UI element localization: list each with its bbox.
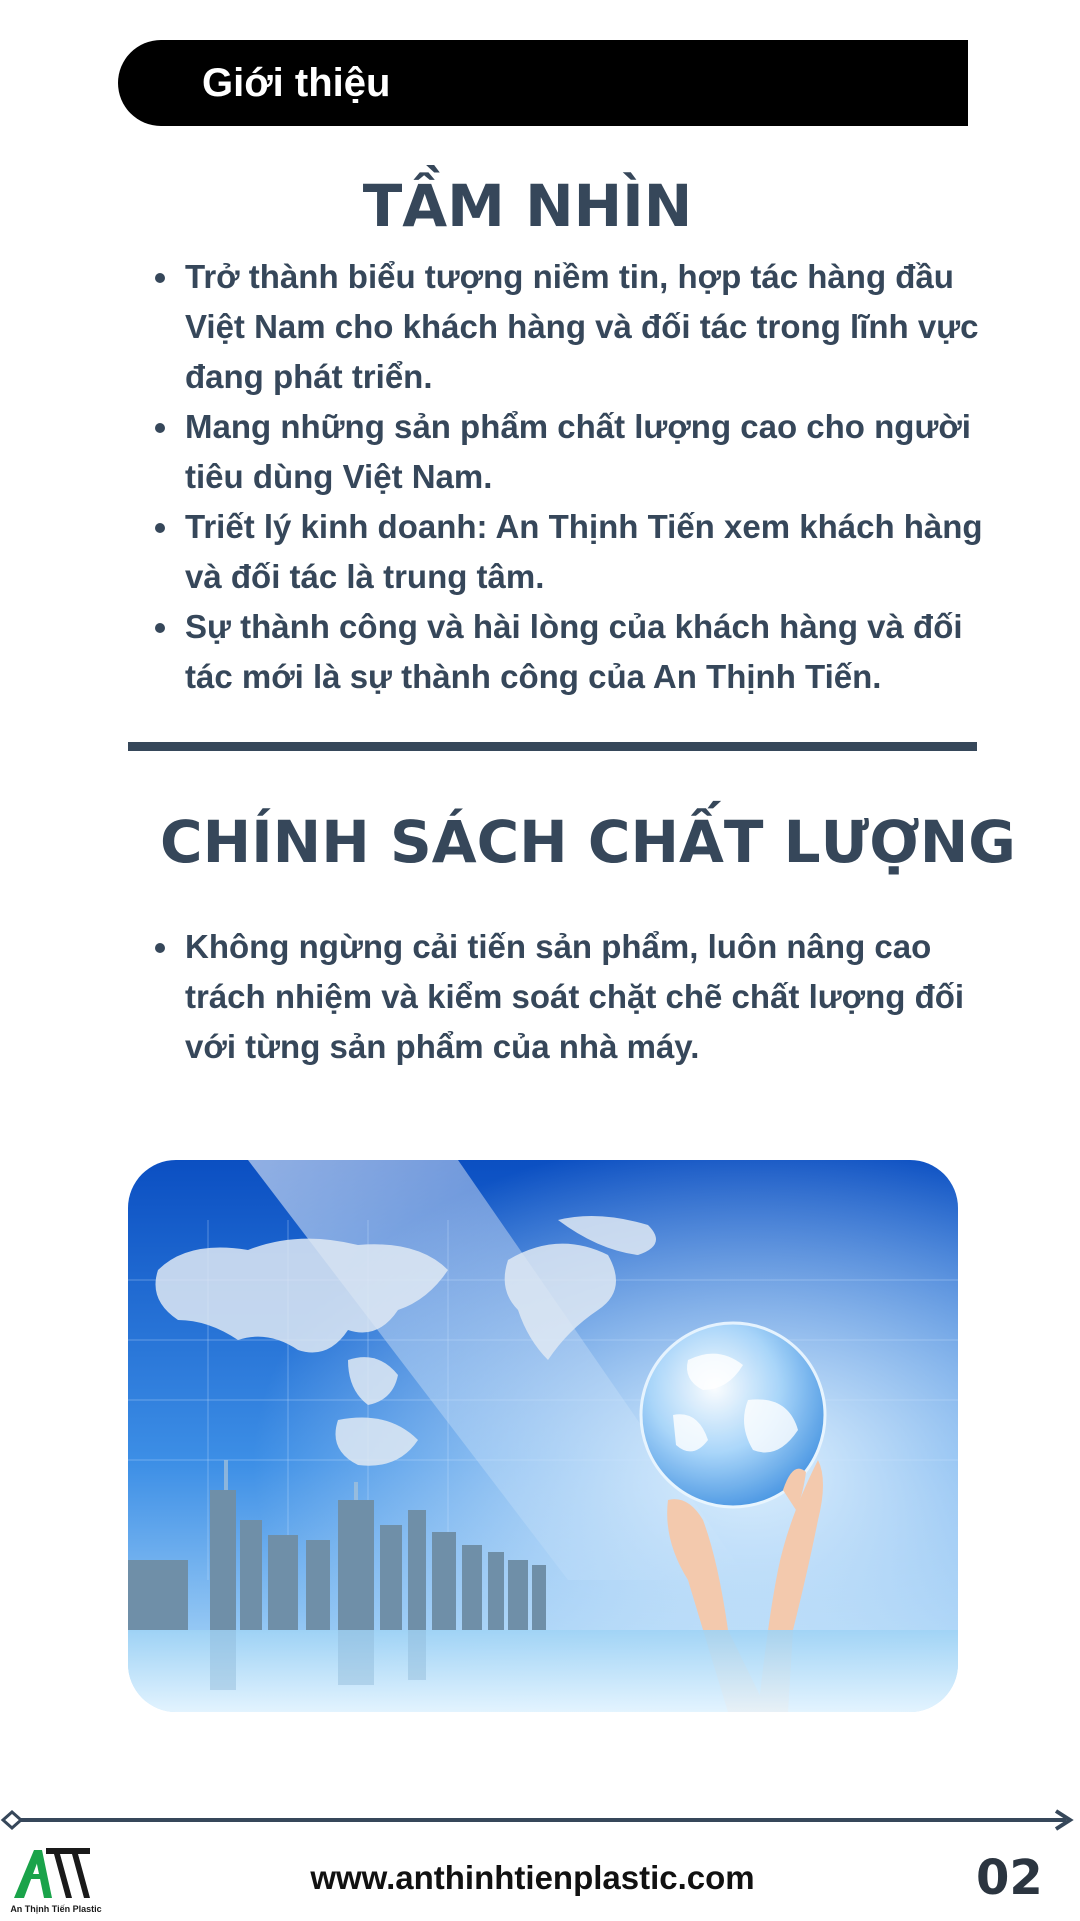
quality-list bbox=[185, 922, 985, 1072]
list-item-text: Không ngừng cải tiến sản phẩm, luôn nâng cao trách nhiệm và kiểm soát chặt chẽ chất lượng đối với từng sản phẩm của nhà máy. bbox=[185, 928, 965, 1065]
website-url: www.anthinhtienplastic.com bbox=[310, 1859, 755, 1896]
page-number: 02 bbox=[976, 1850, 1043, 1906]
diamond-icon bbox=[3, 1812, 21, 1828]
list-item bbox=[185, 502, 985, 602]
bullet-icon bbox=[155, 623, 165, 633]
list-item bbox=[185, 252, 985, 402]
bullet-icon bbox=[155, 273, 165, 283]
list-item bbox=[185, 922, 985, 1072]
list-item-text: Sự thành công và hài lòng của khách hàng và đối tác mới là sự thành công của An Thịnh Tiến. bbox=[185, 608, 963, 695]
bullet-icon bbox=[155, 523, 165, 533]
header-label: Giới thiệu bbox=[202, 61, 391, 105]
bullet-icon bbox=[155, 943, 165, 953]
header-tab bbox=[118, 40, 968, 126]
world-map-globe-hands-image bbox=[128, 1160, 958, 1712]
section-divider bbox=[128, 742, 977, 751]
bullet-icon bbox=[155, 423, 165, 433]
list-item-text: Triết lý kinh doanh: An Thịnh Tiến xem khách hàng và đối tác là trung tâm. bbox=[185, 508, 983, 595]
svg-text:An Thịnh Tiến Plastic: An Thịnh Tiến Plastic bbox=[10, 1904, 102, 1914]
footer-arrow-line bbox=[0, 1805, 1080, 1835]
vision-list bbox=[185, 252, 985, 702]
list-item bbox=[185, 402, 985, 502]
list-item bbox=[185, 602, 985, 702]
quality-title: CHÍNH SÁCH CHẤT LƯỢNG bbox=[160, 808, 1016, 876]
list-item-text: Mang những sản phẩm chất lượng cao cho người tiêu dùng Việt Nam. bbox=[185, 408, 971, 495]
vision-title: TẦM NHÌN bbox=[362, 172, 693, 240]
list-item-text: Trở thành biểu tượng niềm tin, hợp tác hàng đầu Việt Nam cho khách hàng và đối tác trong lĩnh vực đang phát triển. bbox=[185, 258, 979, 395]
